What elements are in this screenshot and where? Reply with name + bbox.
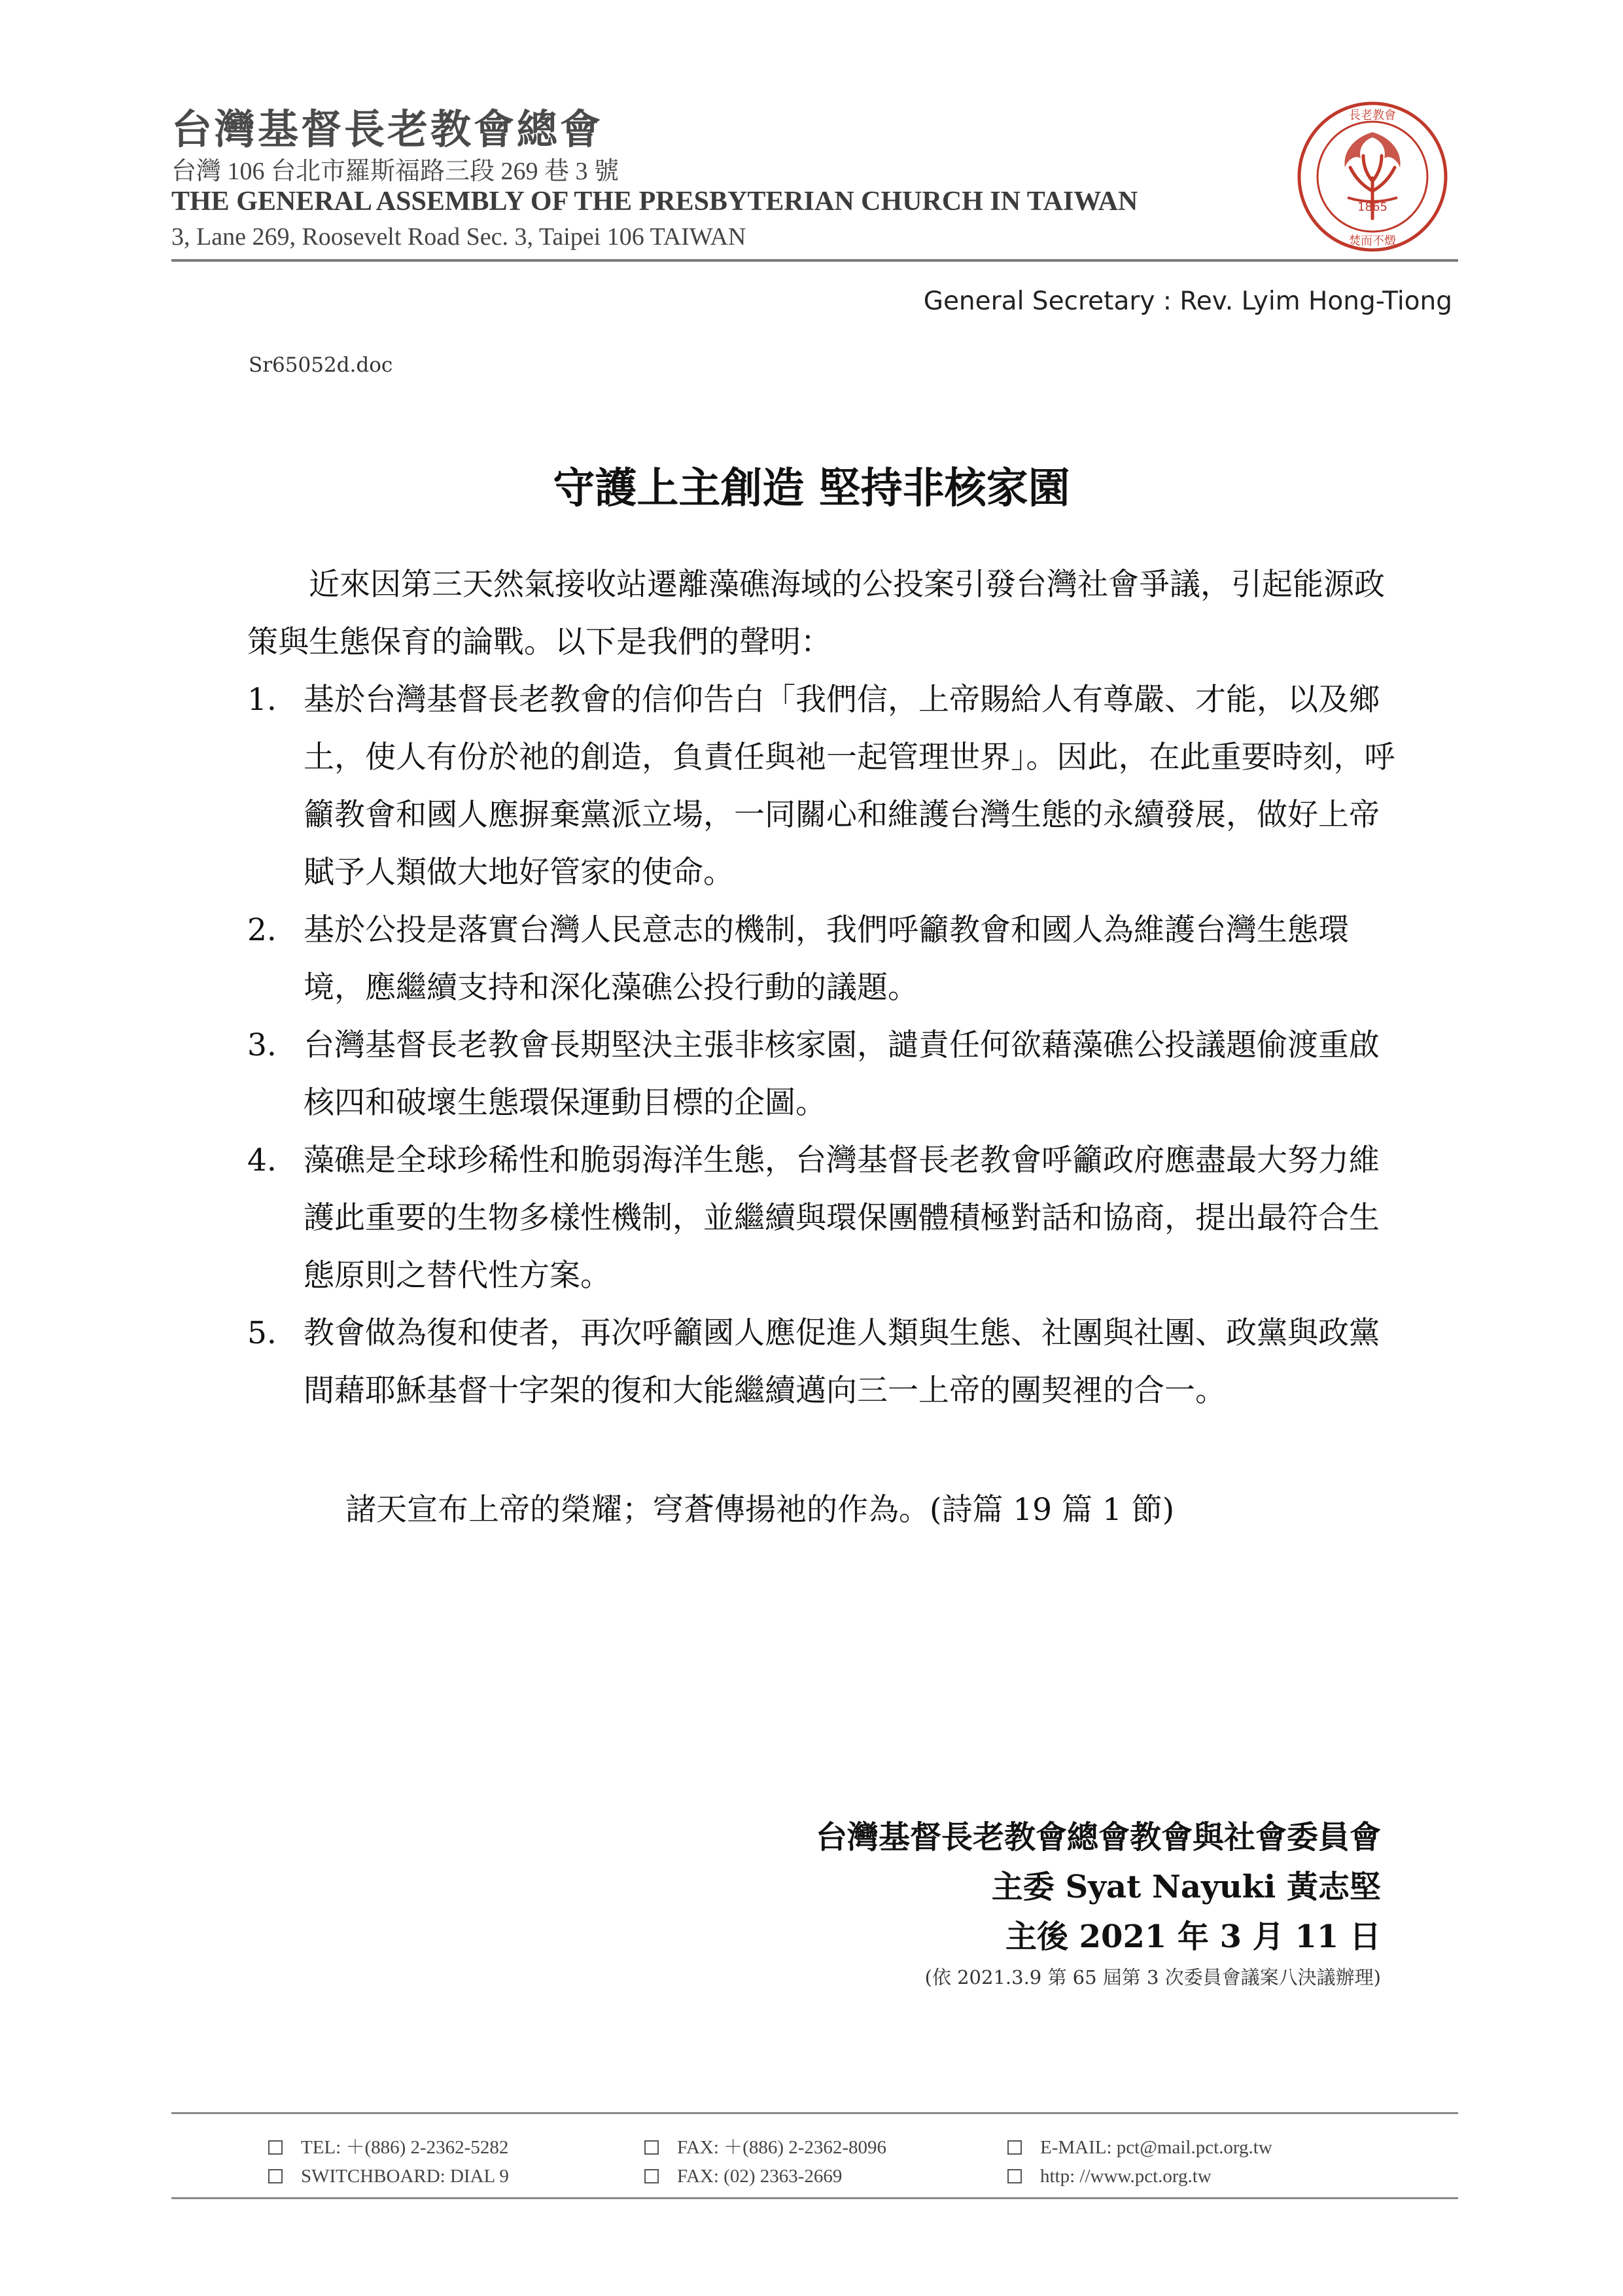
footer-fax2: FAX: (02) 2363-2669 [677,2166,843,2187]
letterhead-address-en: 3, Lane 269, Roosevelt Road Sec. 3, Taipei 106 TAIWAN [171,223,746,251]
footer-col-fax [644,2133,886,2191]
list-item [247,902,1399,1017]
signature-date: 主後 2021 年 3 月 11 日 [1005,1918,1381,1955]
document-reference: Sr65052d.doc [249,353,393,377]
checkbox-icon [1007,2169,1022,2183]
list-item-number: 3. [247,1027,277,1063]
footer-fax1: FAX: ＋(886) 2-2362-8096 [677,2137,887,2158]
list-item-number: 5. [247,1315,277,1351]
footer-email[interactable]: E-MAIL: pct@mail.pct.org.tw [1040,2137,1272,2158]
intro-paragraph: 近來因第三天然氣接收站遷離藻礁海域的公投案引發台灣社會爭議，引起能源政策與生態保育的論戰。以下是我們的聲明： [247,567,1385,660]
list-item-number: 4. [247,1142,277,1178]
footer-col-contact [1007,2133,1272,2191]
footer-web[interactable]: http: //www.pct.org.tw [1040,2166,1212,2187]
footer-divider [171,2112,1458,2114]
list-item [247,1132,1399,1305]
checkbox-icon [1007,2140,1022,2155]
general-secretary: General Secretary : Rev. Lyim Hong-Tiong [923,287,1452,316]
footer-bottom-divider [171,2197,1458,2199]
list-item [247,671,1399,902]
list-item-text: 基於公投是落實台灣人民意志的機制，我們呼籲教會和國人為維護台灣生態環境，應繼續支持和深化藻礁公投行動的議題。 [304,912,1349,1006]
list-item-text: 基於台灣基督長老教會的信仰告白「我們信，上帝賜給人有尊嚴、才能，以及鄉土，使人有份於祂的創造，負責任與祂一起管理世界」。因此，在此重要時刻，呼籲教會和國人應摒棄黨派立場，一同關心和維護台灣生態的永續發展，做好上帝賦予人類做大地好管家的使命。 [304,682,1395,891]
church-seal-logo [1295,99,1450,254]
list-item-number: 1. [247,682,277,718]
header-divider [171,259,1458,262]
list-item-number: 2. [247,912,277,948]
letterhead-address-zh: 台灣 106 台北市羅斯福路三段 269 巷 3 號 [171,158,620,185]
scripture-verse: 諸天宣布上帝的榮耀；穹蒼傳揚祂的作為。(詩篇 19 篇 1 節) [345,1492,1175,1528]
list-item-text: 台灣基督長老教會長期堅決主張非核家園，譴責任何欲藉藻礁公投議題偷渡重啟核四和破壞生態環保運動目標的企圖。 [304,1027,1380,1121]
letterhead-name-zh: 台灣基督長老教會總會 [171,105,604,153]
checkbox-icon [644,2140,659,2155]
footer-switchboard: SWITCHBOARD: DIAL 9 [301,2166,509,2187]
footer-tel: TEL: ＋(886) 2-2362-5282 [301,2137,509,2158]
resolution-note: (依 2021.3.9 第 65 屆第 3 次委員會議案八決議辦理) [924,1966,1381,1988]
checkbox-icon [268,2169,283,2183]
statement-body [247,556,1399,1539]
statement-title: 守護上主創造 堅持非核家園 [553,464,1070,513]
signature-org: 台灣基督長老教會總會教會與社會委員會 [815,1819,1381,1856]
signature-chair: 主委 Syat Nayuki 黃志堅 [991,1869,1381,1905]
svg-text:長老教會: 長老教會 [1349,109,1396,122]
footer-col-phone [268,2133,509,2191]
signature-block [816,1812,1381,1962]
list-item [247,1017,1399,1132]
list-item-text: 教會做為復和使者，再次呼籲國人應促進人類與生態、社團與社團、政黨與政黨間藉耶穌基督十字架的復和大能繼續邁向三一上帝的團契裡的合一。 [304,1315,1380,1409]
list-item [247,1305,1399,1420]
checkbox-icon [644,2169,659,2183]
checkbox-icon [268,2140,283,2155]
svg-text:焚而不燬: 焚而不燬 [1349,234,1396,248]
letterhead-name-en: THE GENERAL ASSEMBLY OF THE PRESBYTERIAN CHURCH IN TAIWAN [171,186,1138,217]
seal-year: 1865 [1357,200,1387,214]
list-item-text: 藻礁是全球珍稀性和脆弱海洋生態，台灣基督長老教會呼籲政府應盡最大努力維護此重要的生物多樣性機制，並繼續與環保團體積極對話和協商，提出最符合生態原則之替代性方案。 [304,1142,1380,1294]
